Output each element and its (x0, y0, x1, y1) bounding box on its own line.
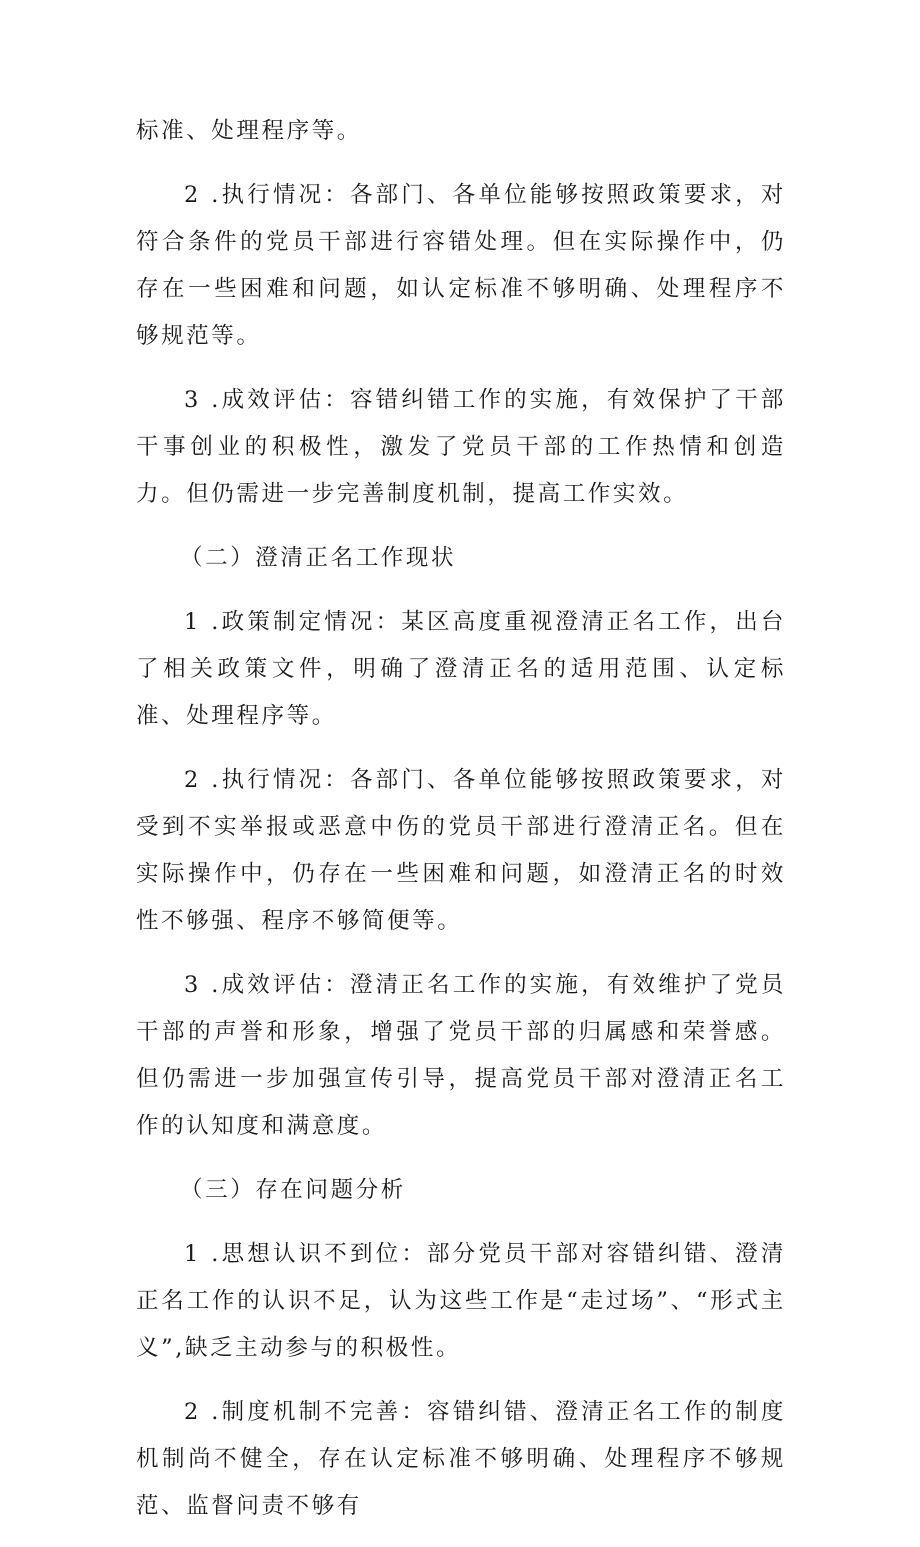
section-heading-clarification: （二）澄清正名工作现状 (180, 545, 457, 571)
paragraph-policy-formulation: 1 .政策制定情况：某区高度重视澄清正名工作，出台了相关政策文件，明确了澄清正名的适用范围、认定标准、处理程序等。 (136, 609, 786, 729)
paragraph-continuation: 标准、处理程序等。 (136, 118, 362, 144)
paragraph-execution-status: 2 .执行情况：各部门、各单位能够按照政策要求，对符合条件的党员干部进行容错处理。但在实际操作中，仍存在一些困难和问题，如认定标准不够明确、处理程序不够规范等。 (136, 182, 786, 349)
section-heading-problem-analysis: （三）存在问题分析 (180, 1177, 406, 1203)
paragraph-clarification-execution: 2 .执行情况：各部门、各单位能够按照政策要求，对受到不实举报或恶意中伤的党员干部进行澄清正名。但在实际操作中，仍存在一些困难和问题，如澄清正名的时效性不够强、程序不够简便等。 (136, 767, 786, 934)
paragraph-effect-evaluation: 3 .成效评估：容错纠错工作的实施，有效保护了干部干事创业的积极性，激发了党员干部的工作热情和创造力。但仍需进一步完善制度机制，提高工作实效。 (136, 387, 786, 507)
paragraph-institutional-mechanism: 2 .制度机制不完善：容错纠错、澄清正名工作的制度机制尚不健全，存在认定标准不够明确、处理程序不够规范、监督问责不够有 (136, 1399, 786, 1519)
paragraph-ideological-awareness: 1 .思想认识不到位：部分党员干部对容错纠错、澄清正名工作的认识不足，认为这些工作是“走过场”、“形式主义”,缺乏主动参与的积极性。 (136, 1241, 786, 1361)
paragraph-clarification-evaluation: 3 .成效评估：澄清正名工作的实施，有效维护了党员干部的声誉和形象，增强了党员干部的归属感和荣誉感。但仍需进一步加强宣传引导，提高党员干部对澄清正名工作的认知度和满意度。 (136, 972, 786, 1139)
document-page (136, 108, 786, 1547)
